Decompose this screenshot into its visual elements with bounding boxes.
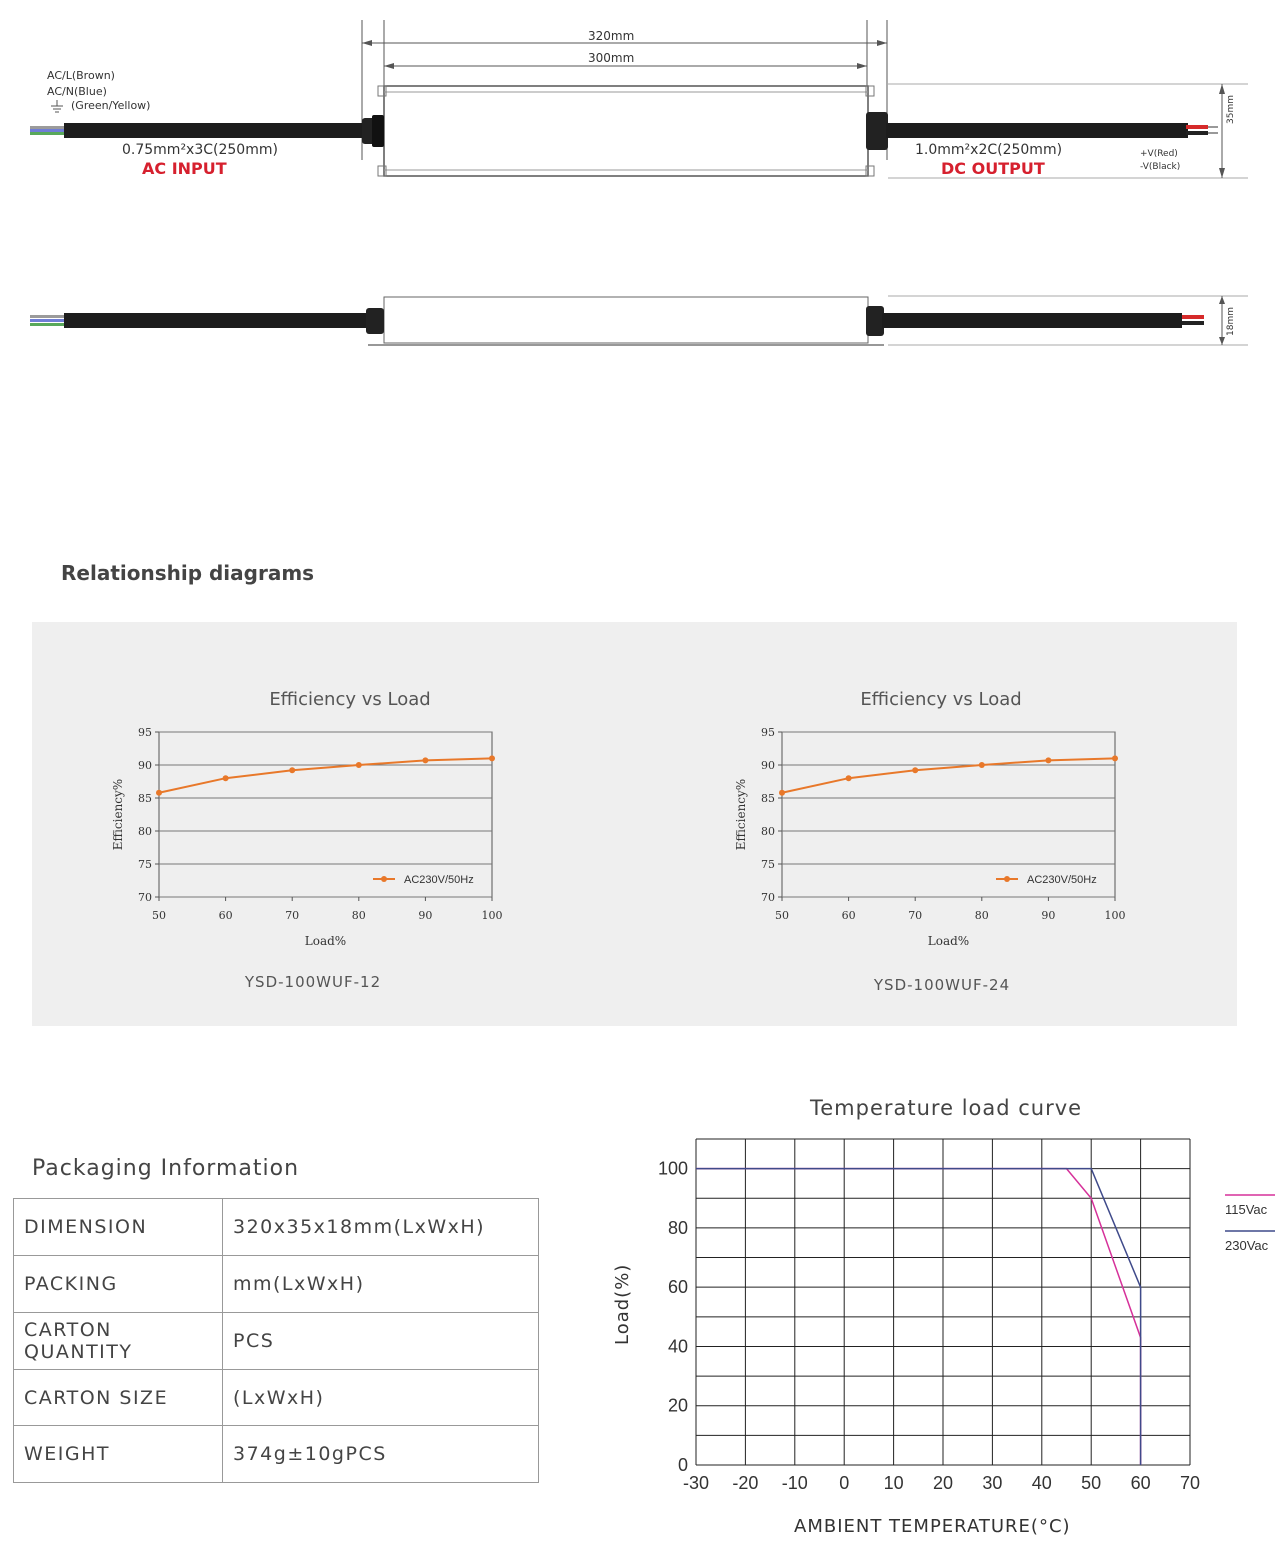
legend-label: AC230V/50Hz [1027, 874, 1097, 886]
x-tick-label: 70 [285, 909, 300, 922]
plot-frame [782, 732, 1115, 897]
data-point [912, 767, 918, 773]
ac-cable-spec: 0.75mm²x3C(250mm) [122, 142, 278, 158]
chart1-title: Efficiency vs Load [269, 689, 431, 710]
x-tick-label: 50 [152, 909, 166, 922]
dc-output-label: DC OUTPUT [941, 159, 1045, 178]
row-label: WEIGHT [14, 1426, 223, 1483]
data-point [1045, 757, 1051, 763]
x-tick-label: -30 [682, 1473, 710, 1493]
x-tick-label: 30 [982, 1473, 1003, 1493]
efficiency-chart-1 [102, 717, 542, 967]
x-tick-label: 100 [1104, 909, 1126, 922]
legend-label-230vac: 230Vac [1225, 1238, 1269, 1253]
chart2-caption: YSD-100WUF-24 [873, 976, 1011, 994]
data-point [422, 757, 428, 763]
table-row [14, 1256, 539, 1313]
y-tick-label: 90 [761, 759, 775, 772]
legend-marker [381, 876, 387, 882]
dc-cable [886, 123, 1188, 138]
series-line [159, 758, 492, 792]
legend-label-115vac: 115Vac [1225, 1202, 1268, 1217]
ac-cable [64, 123, 364, 138]
row-value: (LxWxH) [223, 1370, 539, 1426]
row-label: PACKING [14, 1256, 223, 1313]
ac-wire-earth: (Green/Yellow) [71, 99, 151, 112]
plot-frame [159, 732, 492, 897]
y-axis-label: Efficiency% [111, 778, 125, 851]
dim-total-label: 320mm [588, 29, 635, 43]
packaging-table [13, 1198, 539, 1483]
table-row [14, 1313, 539, 1370]
x-tick-label: 20 [932, 1473, 954, 1493]
x-tick-label: -20 [732, 1473, 759, 1493]
row-label: CARTON QUANTITY [14, 1313, 223, 1370]
table-row [14, 1426, 539, 1483]
data-point [223, 775, 229, 781]
row-value: mm(LxWxH) [223, 1256, 539, 1313]
y-tick-label: 70 [761, 891, 775, 904]
row-value: PCS [223, 1313, 539, 1370]
data-point [489, 755, 495, 761]
row-label: DIMENSION [14, 1199, 223, 1256]
y-tick-label: 80 [761, 825, 775, 838]
y-tick-label: 40 [667, 1336, 688, 1357]
x-tick-label: 40 [1031, 1473, 1052, 1493]
data-point [846, 775, 852, 781]
data-point [156, 790, 162, 796]
x-tick-label: 90 [1041, 909, 1056, 922]
x-tick-label: 0 [839, 1473, 850, 1493]
data-point [1112, 755, 1118, 761]
x-tick-label: 80 [974, 909, 989, 922]
x-tick-label: 100 [481, 909, 503, 922]
x-axis-label: Load% [304, 934, 347, 948]
x-tick-label: 70 [908, 909, 923, 922]
data-point [779, 790, 785, 796]
x-tick-label: 60 [1130, 1473, 1151, 1493]
ac-wire-n: AC/N(Blue) [47, 85, 107, 98]
series-line [782, 758, 1115, 792]
x-axis-label: Load% [927, 934, 970, 948]
housing-side-view [384, 297, 868, 343]
data-point [356, 762, 362, 768]
y-tick-label: 100 [657, 1158, 688, 1179]
dim-width-label: 35mm [1226, 95, 1236, 124]
ac-input-label: AC INPUT [142, 159, 227, 178]
row-label: CARTON SIZE [14, 1370, 223, 1426]
y-tick-label: 75 [761, 858, 775, 871]
temp-ylabel: Load(%) [612, 1263, 633, 1345]
x-tick-label: 50 [1081, 1473, 1102, 1493]
x-tick-label: 70 [1179, 1473, 1201, 1493]
data-point [979, 762, 985, 768]
y-tick-label: 95 [761, 726, 775, 739]
x-tick-label: 80 [351, 909, 366, 922]
dc-wire-pos: +V(Red) [1140, 149, 1178, 159]
table-row [14, 1370, 539, 1426]
y-axis-label: Efficiency% [734, 778, 748, 851]
drawing-svg [0, 0, 1280, 400]
temp-xlabel: AMBIENT TEMPERATURE(°C) [794, 1516, 1071, 1537]
technical-drawing [0, 0, 1280, 400]
y-tick-label: 60 [667, 1277, 688, 1298]
ac-wire-l: AC/L(Brown) [47, 69, 115, 82]
y-tick-label: 85 [138, 792, 152, 805]
dc-wire-neg: -V(Black) [1140, 162, 1181, 172]
row-value: 374g±10gPCS [223, 1426, 539, 1483]
table-row [14, 1199, 539, 1256]
y-tick-label: 0 [677, 1455, 688, 1475]
legend-label: AC230V/50Hz [404, 874, 474, 886]
row-value: 320x35x18mm(LxWxH) [223, 1199, 539, 1256]
x-tick-label: -10 [781, 1473, 808, 1493]
temperature-chart [600, 1090, 1280, 1540]
x-tick-label: 60 [841, 909, 856, 922]
y-tick-label: 90 [138, 759, 152, 772]
x-tick-label: 90 [418, 909, 433, 922]
dim-body-label: 300mm [588, 51, 635, 65]
chart2-title: Efficiency vs Load [860, 689, 1022, 710]
y-tick-label: 75 [138, 858, 152, 871]
x-tick-label: 60 [218, 909, 233, 922]
dc-cable-spec: 1.0mm²x2C(250mm) [915, 142, 1063, 158]
chart1-caption: YSD-100WUF-12 [244, 973, 382, 991]
data-point [289, 767, 295, 773]
relationship-title: Relationship diagrams [61, 561, 315, 585]
efficiency-chart-2 [725, 717, 1165, 967]
y-tick-label: 70 [138, 891, 152, 904]
temp-chart-title: Temperature load curve [810, 1096, 1083, 1120]
x-tick-label: 10 [883, 1473, 904, 1493]
legend-marker [1004, 876, 1010, 882]
y-tick-label: 80 [667, 1217, 688, 1238]
dim-height-label: 18mm [1226, 307, 1236, 336]
x-tick-label: 50 [775, 909, 789, 922]
housing-top-view [384, 86, 868, 176]
y-tick-label: 85 [761, 792, 775, 805]
efficiency-panel [32, 622, 1237, 1026]
y-tick-label: 20 [667, 1395, 688, 1416]
y-tick-label: 80 [138, 825, 152, 838]
y-tick-label: 95 [138, 726, 152, 739]
packaging-title: Packaging Information [32, 1156, 300, 1181]
